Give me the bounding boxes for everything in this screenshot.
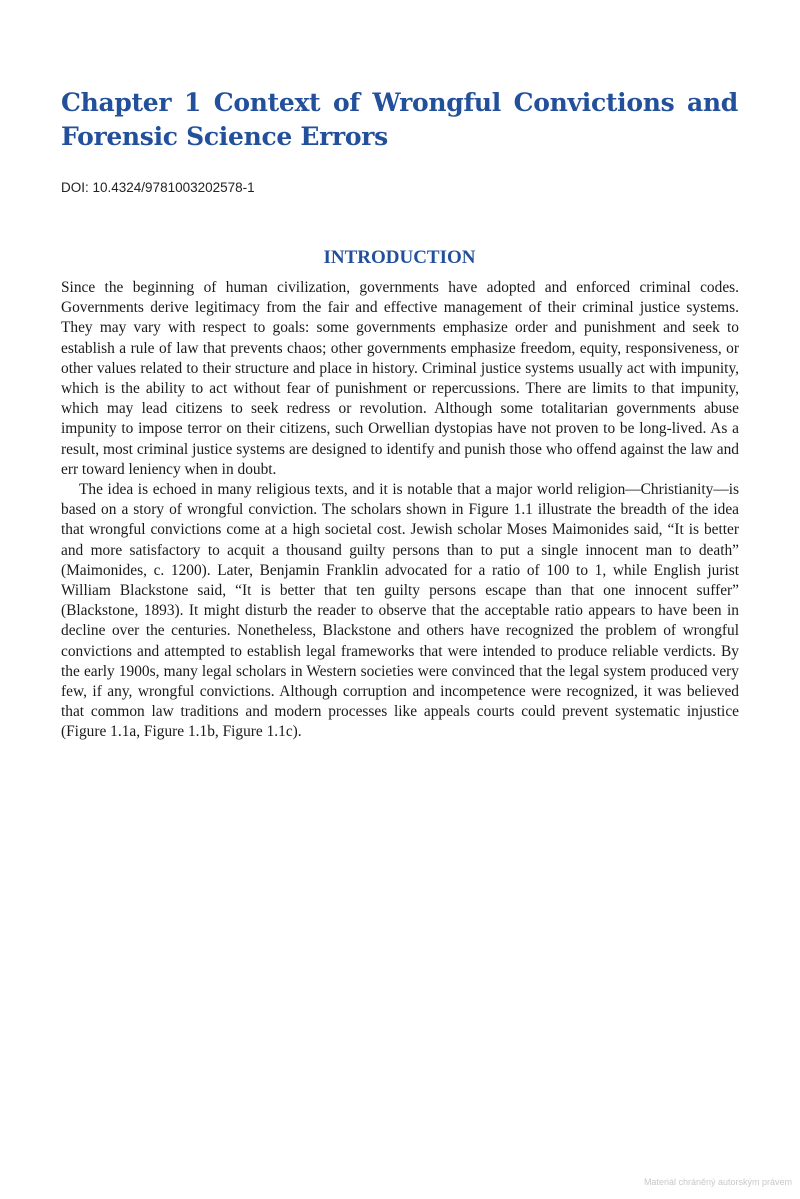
chapter-title: Chapter 1 Context of Wrongful Convictions and Forensic Science Errors	[61, 88, 738, 151]
doi-label: DOI: 10.4324/9781003202578-1	[61, 180, 255, 195]
paragraph-1: Since the beginning of human civilization, governments have adopted and enforced criminal codes. Governments derive legitimacy from the fair and effective management of their criminal justice systems. They may vary with respect to goals: some governments emphasize order and punishment and seek to establish a rule of law that prevents chaos; other governments emphasize freedom, equity, responsiveness, or other values related to their structure and place in history. Criminal justice systems usually act with impunity, which is the ability to act without fear of punishment or repercussions. There are limits to that impunity, which may lead citizens to seek redress or revolution. Although some totalitarian governments abuse impunity to impose terror on their citizens, such Orwellian dystopias have not proven to be long-lived. As a result, most criminal justice systems are designed to identify and punish those who offend against the law and err toward leniency when in doubt.	[61, 279, 739, 478]
paragraph-2: The idea is echoed in many religious texts, and it is notable that a major world religion—Christianity—is based on a story of wrongful conviction. The scholars shown in Figure 1.1 illustrate the breadth of the idea that wrongful convictions come at a high societal cost. Jewish scholar Moses Maimonides said, “It is better and more satisfactory to acquit a thousand guilty persons than to put a single innocent man to death” (Maimonides, c. 1200). Later, Benjamin Franklin advocated for a ratio of 100 to 1, while English jurist William Blackstone said, “It is better that ten guilty persons escape than that one innocent suffer” (Blackstone, 1893). It might disturb the reader to observe that the acceptable ratio appears to have been in decline over the centuries. Nonetheless, Blackstone and others have recognized the problem of wrongful convictions and attempted to establish legal frameworks that were intended to produce reliable verdicts. By the early 1900s, many legal scholars in Western societies were convinced that the legal system produced very few, if any, wrongful convictions. Although corruption and incompetence were recognized, it was believed that common law traditions and modern processes like appeals courts could prevent systematic injustice (Figure 1.1a, Figure 1.1b, Figure 1.1c).	[61, 481, 739, 741]
copyright-watermark: Materiál chráněný autorským právem	[643, 1177, 792, 1187]
section-heading: INTRODUCTION	[323, 247, 476, 268]
body-text	[61, 278, 739, 743]
